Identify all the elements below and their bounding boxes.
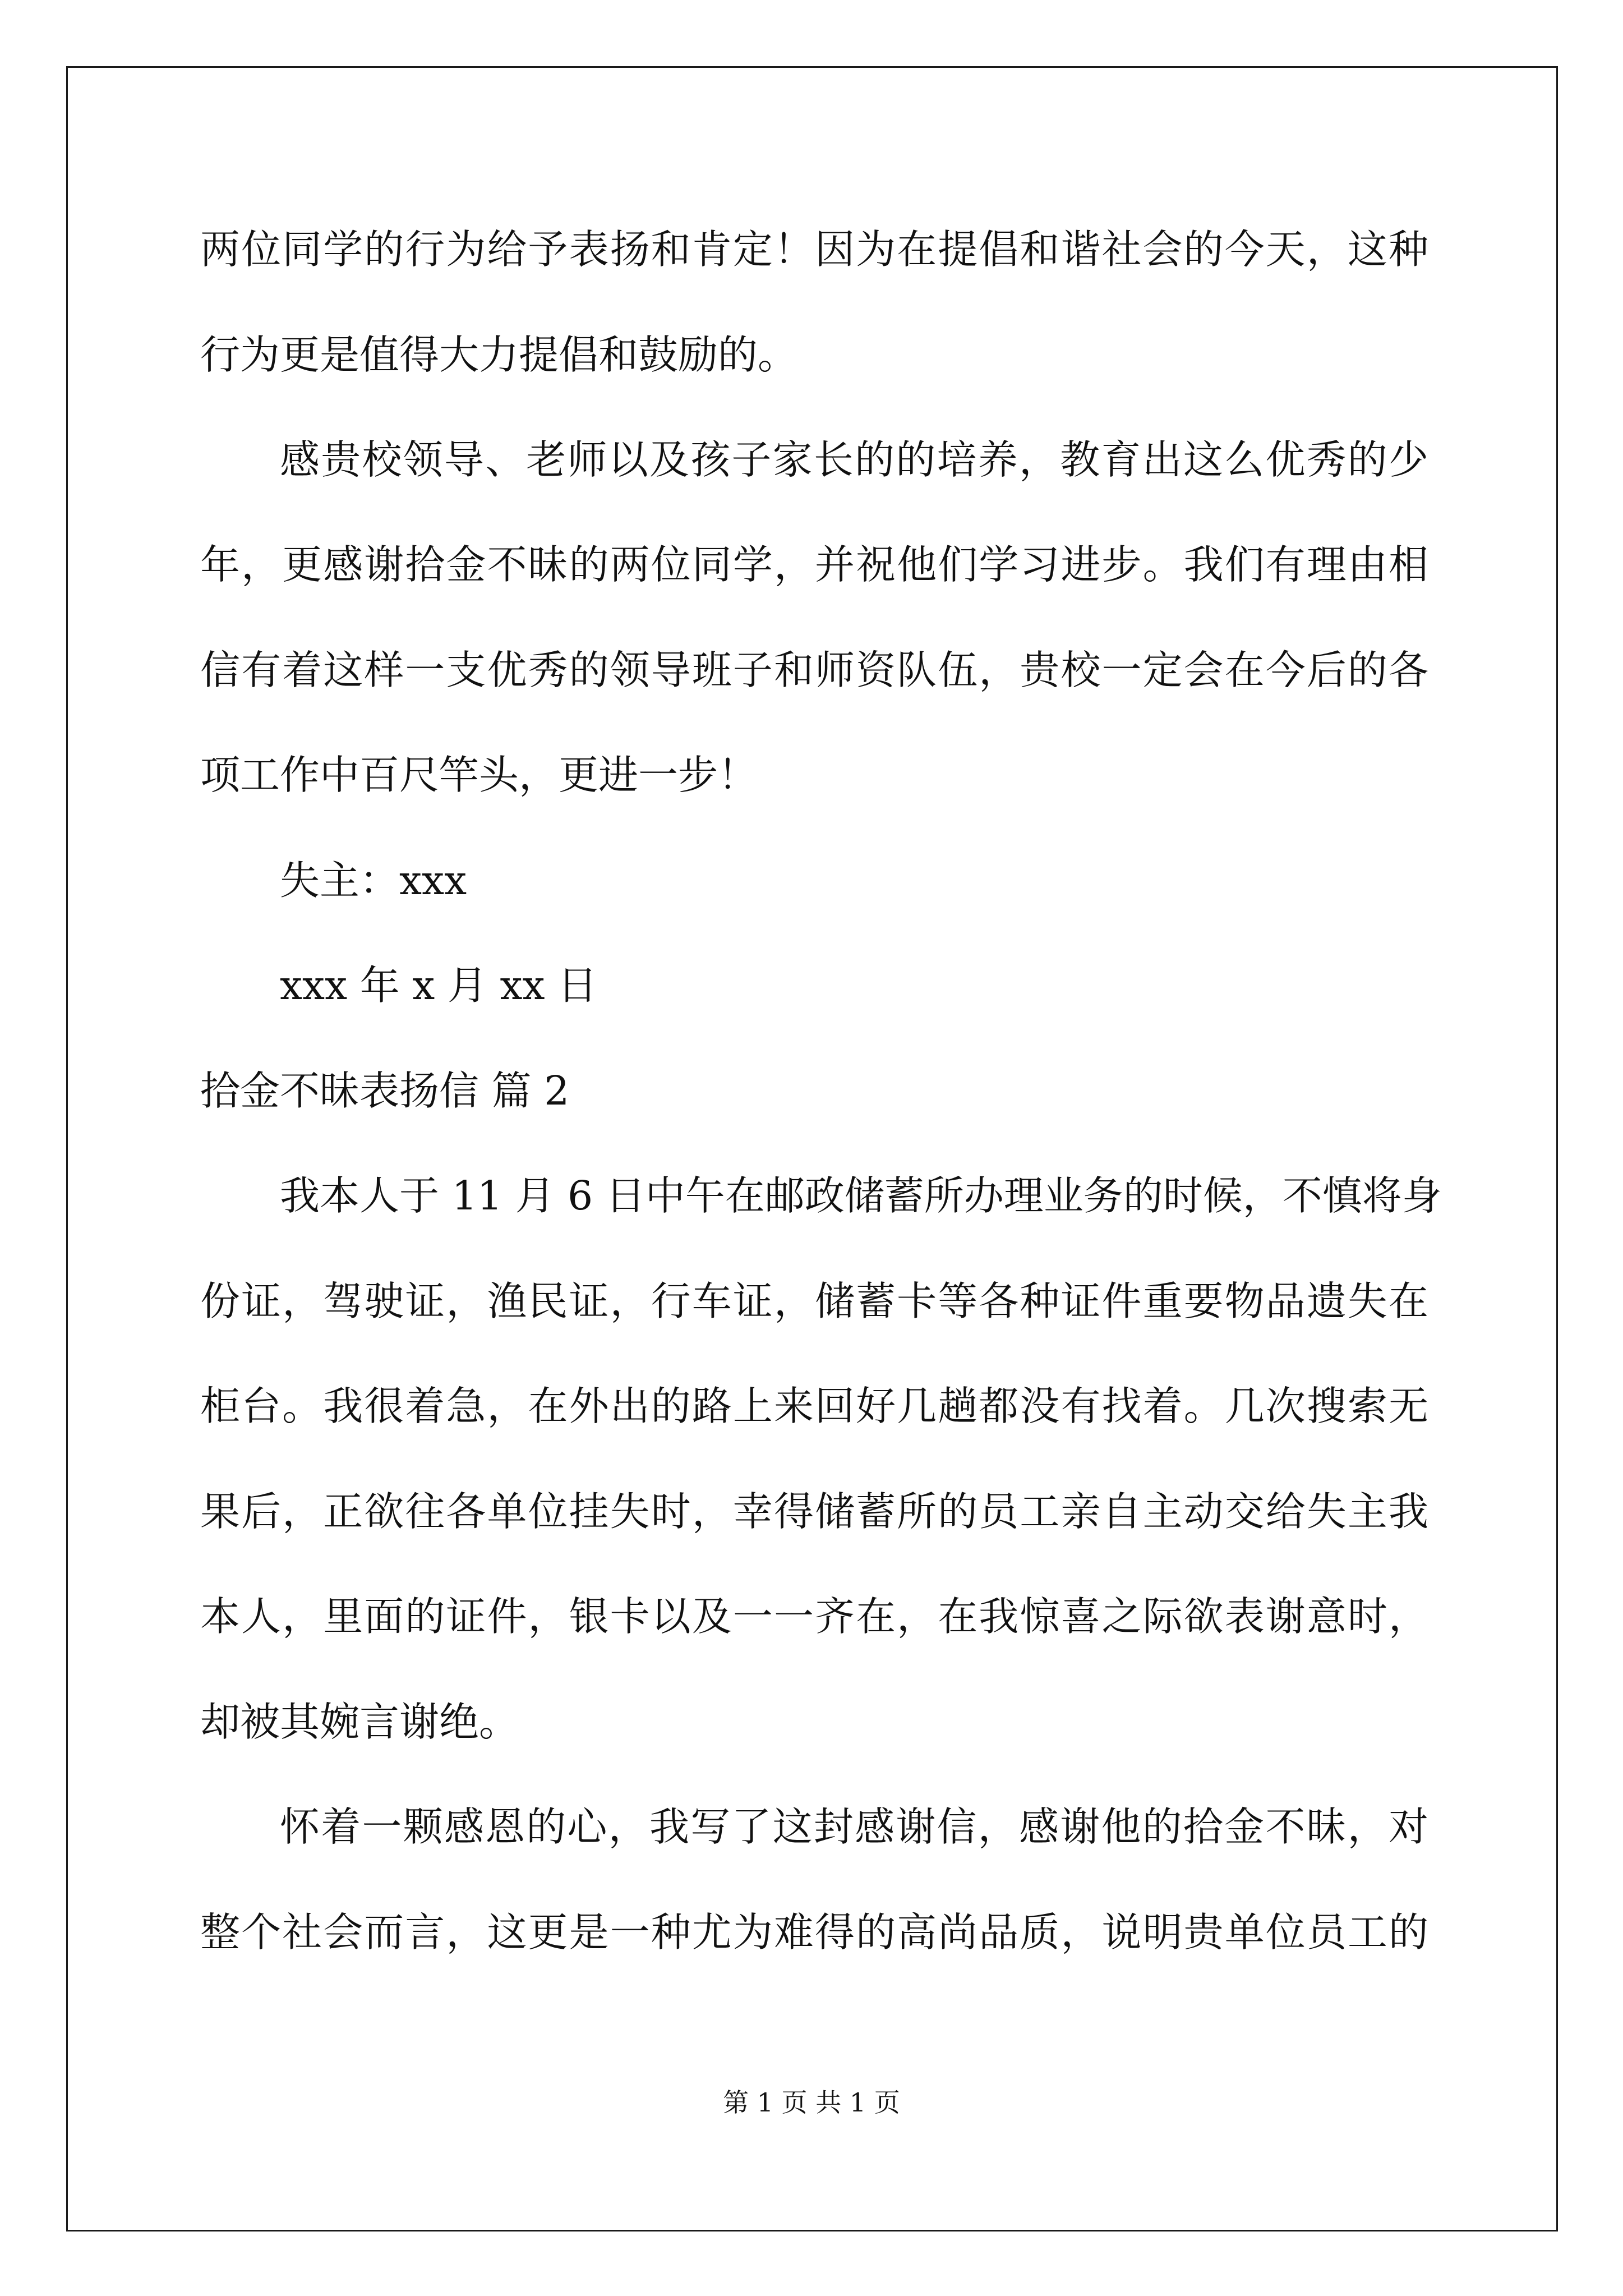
page-footer: 第 1 页 共 1 页	[723, 2087, 900, 2118]
paragraph-line: 柜台。我很着急，在外出的路上来回好几趟都没有找着。几次搜索无	[200, 1383, 1428, 1429]
date-line: xxx 年 x 月 xx 日	[280, 962, 598, 1009]
section-heading: 拾金不昧表扬信 篇 2	[200, 1068, 570, 1114]
paragraph-line: 感贵校领导、老师以及孩子家长的的培养，教育出这么优秀的少	[280, 436, 1428, 483]
paragraph-line: 本人，里面的证件，银卡以及一一齐在，在我惊喜之际欲表谢意时，	[200, 1593, 1428, 1640]
paragraph-line: 怀着一颗感恩的心，我写了这封感谢信，感谢他的拾金不昧，对	[280, 1803, 1428, 1850]
paragraph-line: 果后，正欲往各单位挂失时，幸得储蓄所的员工亲自主动交给失主我	[200, 1488, 1428, 1535]
paragraph-line: 整个社会而言，这更是一种尤为难得的高尚品质，说明贵单位员工的	[200, 1909, 1428, 1955]
paragraph-line: 项工作中百尺竿头，更进一步！	[200, 752, 758, 798]
paragraph-line: 两位同学的行为给予表扬和肯定！因为在提倡和谐社会的今天，这种	[200, 226, 1428, 273]
paragraph-line: 我本人于 11 月 6 日中午在邮政储蓄所办理业务的时候，不慎将身	[280, 1172, 1442, 1219]
paragraph-line: 年，更感谢拾金不昧的两位同学，并祝他们学习进步。我们有理由相	[200, 541, 1428, 588]
paragraph-line: 却被其婉言谢绝。	[200, 1699, 519, 1745]
paragraph-line: 份证，驾驶证，渔民证，行车证，储蓄卡等各种证件重要物品遗失在	[200, 1278, 1428, 1324]
signature-line: 失主：xxx	[280, 857, 467, 904]
paragraph-line: 信有着这样一支优秀的领导班子和师资队伍，贵校一定会在今后的各	[200, 647, 1428, 693]
paragraph-line: 行为更是值得大力提倡和鼓励的。	[200, 332, 798, 378]
